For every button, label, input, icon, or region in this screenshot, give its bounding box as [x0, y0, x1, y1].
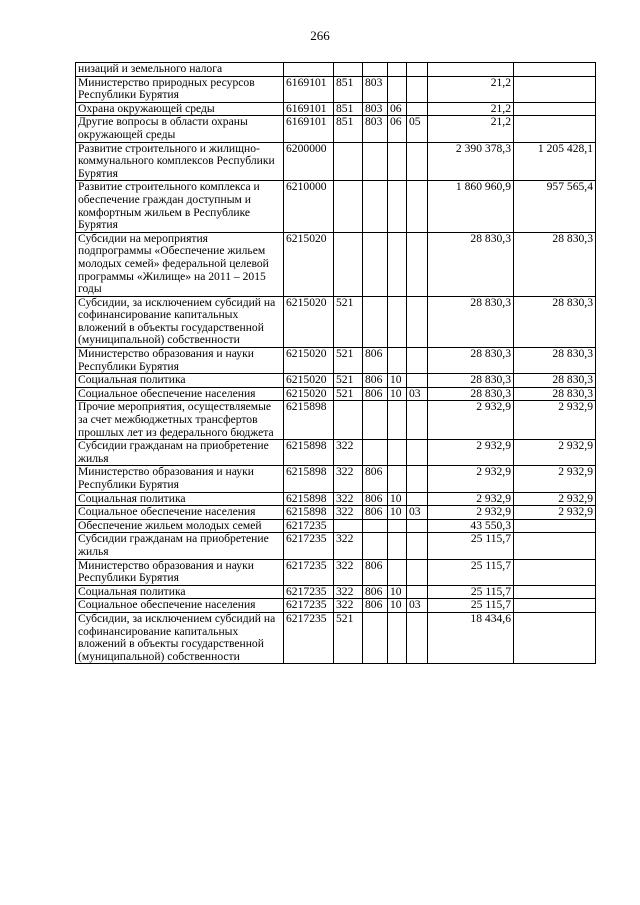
cell-name: Социальное обеспечение населения [76, 599, 284, 613]
cell-subsection [407, 612, 428, 663]
table-row [76, 612, 596, 663]
table-row [76, 466, 596, 492]
cell-subsection: 03 [407, 599, 428, 613]
cell-department: 806 [363, 348, 388, 374]
cell-subsection [407, 585, 428, 599]
cell-section [388, 559, 407, 585]
cell-department [363, 440, 388, 466]
cell-amount-2: 28 830,3 [514, 387, 596, 401]
cell-subsection [407, 440, 428, 466]
cell-amount-2 [514, 102, 596, 116]
cell-amount-1: 2 932,9 [428, 440, 514, 466]
table-row [76, 401, 596, 440]
cell-amount-2: 2 932,9 [514, 506, 596, 520]
table-row [76, 506, 596, 520]
cell-amount-2: 2 932,9 [514, 440, 596, 466]
cell-section [388, 533, 407, 559]
table-row [76, 76, 596, 102]
cell-expense-type [334, 232, 363, 296]
table-row [76, 374, 596, 388]
table-row [76, 599, 596, 613]
cell-section [388, 76, 407, 102]
cell-target-article: 6217235 [284, 533, 334, 559]
cell-target-article: 6200000 [284, 142, 334, 181]
cell-section [388, 142, 407, 181]
cell-section [388, 296, 407, 347]
cell-amount-2 [514, 559, 596, 585]
cell-target-article: 6215898 [284, 401, 334, 440]
cell-target-article: 6210000 [284, 181, 334, 232]
table-row [76, 492, 596, 506]
cell-expense-type: 521 [334, 387, 363, 401]
table-row [76, 232, 596, 296]
cell-amount-2 [514, 76, 596, 102]
cell-amount-2: 28 830,3 [514, 374, 596, 388]
cell-target-article: 6217235 [284, 559, 334, 585]
cell-name: Субсидии, за исключением субсидий на софинансирование капитальных вложений в объекты государственной (муниципальной) собственности [76, 296, 284, 347]
cell-section: 10 [388, 374, 407, 388]
cell-subsection [407, 63, 428, 77]
cell-department [363, 142, 388, 181]
cell-target-article: 6169101 [284, 102, 334, 116]
table-body [76, 63, 596, 664]
cell-subsection [407, 519, 428, 533]
cell-amount-2: 28 830,3 [514, 348, 596, 374]
cell-subsection [407, 142, 428, 181]
cell-expense-type: 322 [334, 559, 363, 585]
cell-target-article: 6169101 [284, 116, 334, 142]
cell-amount-1: 2 932,9 [428, 506, 514, 520]
cell-name: Министерство образования и науки Республики Бурятия [76, 466, 284, 492]
cell-amount-2: 2 932,9 [514, 492, 596, 506]
table-row [76, 585, 596, 599]
cell-department [363, 232, 388, 296]
cell-amount-1: 21,2 [428, 116, 514, 142]
cell-target-article: 6217235 [284, 519, 334, 533]
cell-section: 10 [388, 387, 407, 401]
cell-target-article: 6169101 [284, 76, 334, 102]
cell-department [363, 533, 388, 559]
cell-name: Социальная политика [76, 492, 284, 506]
cell-section [388, 232, 407, 296]
cell-target-article: 6215898 [284, 506, 334, 520]
cell-department: 803 [363, 116, 388, 142]
cell-target-article: 6215020 [284, 348, 334, 374]
cell-name: Социальное обеспечение населения [76, 506, 284, 520]
cell-amount-1: 18 434,6 [428, 612, 514, 663]
cell-amount-1: 2 932,9 [428, 401, 514, 440]
cell-target-article: 6217235 [284, 612, 334, 663]
cell-department: 803 [363, 102, 388, 116]
cell-subsection [407, 102, 428, 116]
cell-name: Министерство образования и науки Республики Бурятия [76, 348, 284, 374]
cell-expense-type: 851 [334, 116, 363, 142]
cell-target-article: 6215020 [284, 296, 334, 347]
table-row [76, 559, 596, 585]
cell-expense-type [334, 519, 363, 533]
table-row [76, 63, 596, 77]
cell-name: Социальное обеспечение населения [76, 387, 284, 401]
cell-name: Субсидии гражданам на приобретение жилья [76, 533, 284, 559]
cell-name: Субсидии гражданам на приобретение жилья [76, 440, 284, 466]
cell-expense-type: 322 [334, 585, 363, 599]
cell-amount-1: 28 830,3 [428, 387, 514, 401]
cell-amount-1: 21,2 [428, 76, 514, 102]
cell-expense-type: 322 [334, 466, 363, 492]
cell-name: Обеспечение жильем молодых семей [76, 519, 284, 533]
budget-table [75, 62, 596, 664]
cell-section: 10 [388, 492, 407, 506]
cell-subsection: 05 [407, 116, 428, 142]
cell-department: 806 [363, 492, 388, 506]
cell-amount-2 [514, 116, 596, 142]
cell-section [388, 348, 407, 374]
cell-amount-2 [514, 612, 596, 663]
cell-section: 10 [388, 599, 407, 613]
cell-department: 806 [363, 466, 388, 492]
cell-target-article: 6217235 [284, 599, 334, 613]
cell-name: Охрана окружающей среды [76, 102, 284, 116]
cell-subsection [407, 533, 428, 559]
cell-amount-2 [514, 599, 596, 613]
cell-amount-1: 2 390 378,3 [428, 142, 514, 181]
cell-subsection [407, 76, 428, 102]
cell-department: 806 [363, 506, 388, 520]
cell-amount-2 [514, 585, 596, 599]
cell-amount-2 [514, 519, 596, 533]
cell-expense-type [334, 401, 363, 440]
cell-section [388, 63, 407, 77]
cell-amount-2: 28 830,3 [514, 232, 596, 296]
cell-section: 06 [388, 102, 407, 116]
cell-amount-1: 1 860 960,9 [428, 181, 514, 232]
cell-subsection [407, 232, 428, 296]
cell-name: Прочие мероприятия, осуществляемые за счет межбюджетных трансфертов прошлых лет из федерального бюджета [76, 401, 284, 440]
table-row [76, 440, 596, 466]
cell-amount-1: 25 115,7 [428, 559, 514, 585]
cell-expense-type: 851 [334, 102, 363, 116]
cell-target-article [284, 63, 334, 77]
cell-expense-type: 322 [334, 506, 363, 520]
cell-department: 806 [363, 599, 388, 613]
table-row [76, 348, 596, 374]
cell-subsection [407, 401, 428, 440]
table-row [76, 181, 596, 232]
cell-department: 806 [363, 387, 388, 401]
cell-target-article: 6215898 [284, 492, 334, 506]
cell-section [388, 519, 407, 533]
cell-section [388, 181, 407, 232]
cell-section [388, 466, 407, 492]
cell-name: Министерство природных ресурсов Республики Бурятия [76, 76, 284, 102]
cell-name: Социальная политика [76, 374, 284, 388]
cell-target-article: 6215020 [284, 232, 334, 296]
cell-department: 803 [363, 76, 388, 102]
cell-name: низаций и земельного налога [76, 63, 284, 77]
cell-amount-1: 28 830,3 [428, 348, 514, 374]
cell-amount-2: 957 565,4 [514, 181, 596, 232]
cell-amount-2 [514, 63, 596, 77]
cell-section: 10 [388, 506, 407, 520]
cell-amount-1: 25 115,7 [428, 585, 514, 599]
cell-department: 806 [363, 585, 388, 599]
cell-subsection: 03 [407, 387, 428, 401]
table-row [76, 533, 596, 559]
cell-amount-1: 28 830,3 [428, 232, 514, 296]
cell-amount-2: 1 205 428,1 [514, 142, 596, 181]
cell-expense-type: 521 [334, 612, 363, 663]
cell-section: 10 [388, 585, 407, 599]
cell-target-article: 6215020 [284, 387, 334, 401]
cell-expense-type: 322 [334, 440, 363, 466]
cell-subsection [407, 374, 428, 388]
cell-department [363, 519, 388, 533]
cell-target-article: 6215898 [284, 440, 334, 466]
cell-name: Министерство образования и науки Республики Бурятия [76, 559, 284, 585]
cell-amount-2: 28 830,3 [514, 296, 596, 347]
cell-amount-1: 21,2 [428, 102, 514, 116]
cell-department [363, 296, 388, 347]
table-row [76, 296, 596, 347]
cell-department [363, 612, 388, 663]
cell-subsection [407, 492, 428, 506]
cell-amount-2 [514, 533, 596, 559]
cell-amount-1: 28 830,3 [428, 296, 514, 347]
cell-amount-2: 2 932,9 [514, 401, 596, 440]
cell-target-article: 6215020 [284, 374, 334, 388]
cell-amount-1 [428, 63, 514, 77]
cell-amount-1: 2 932,9 [428, 466, 514, 492]
cell-name: Социальная политика [76, 585, 284, 599]
cell-name: Развитие строительного и жилищно-коммунального комплексов Республики Бурятия [76, 142, 284, 181]
cell-expense-type [334, 142, 363, 181]
cell-name: Субсидии, за исключением субсидий на софинансирование капитальных вложений в объекты государственной (муниципальной) собственности [76, 612, 284, 663]
cell-department [363, 63, 388, 77]
cell-name: Субсидии на мероприятия подпрограммы «Обеспечение жильем молодых семей» федеральной целевой программы «Жилище» на 2011 – 2015 годы [76, 232, 284, 296]
cell-expense-type: 322 [334, 533, 363, 559]
cell-target-article: 6215898 [284, 466, 334, 492]
cell-expense-type: 521 [334, 348, 363, 374]
cell-expense-type: 322 [334, 492, 363, 506]
cell-amount-1: 2 932,9 [428, 492, 514, 506]
cell-name: Другие вопросы в области охраны окружающей среды [76, 116, 284, 142]
cell-section [388, 440, 407, 466]
cell-subsection [407, 296, 428, 347]
table-row [76, 387, 596, 401]
cell-section [388, 401, 407, 440]
cell-expense-type: 521 [334, 374, 363, 388]
cell-subsection [407, 466, 428, 492]
cell-amount-1: 25 115,7 [428, 533, 514, 559]
table-row [76, 116, 596, 142]
cell-department: 806 [363, 374, 388, 388]
table-row [76, 519, 596, 533]
cell-subsection [407, 559, 428, 585]
cell-subsection [407, 181, 428, 232]
cell-department: 806 [363, 559, 388, 585]
cell-target-article: 6217235 [284, 585, 334, 599]
cell-amount-1: 28 830,3 [428, 374, 514, 388]
cell-expense-type: 322 [334, 599, 363, 613]
cell-name: Развитие строительного комплекса и обеспечение граждан доступным и комфортным жильем в Республике Бурятия [76, 181, 284, 232]
cell-department [363, 181, 388, 232]
cell-expense-type: 521 [334, 296, 363, 347]
table-row [76, 102, 596, 116]
cell-section [388, 612, 407, 663]
cell-amount-1: 43 550,3 [428, 519, 514, 533]
cell-amount-1: 25 115,7 [428, 599, 514, 613]
cell-expense-type [334, 63, 363, 77]
cell-subsection: 03 [407, 506, 428, 520]
cell-expense-type [334, 181, 363, 232]
cell-department [363, 401, 388, 440]
table-row [76, 142, 596, 181]
page-number: 266 [310, 28, 330, 43]
cell-subsection [407, 348, 428, 374]
cell-expense-type: 851 [334, 76, 363, 102]
cell-amount-2: 2 932,9 [514, 466, 596, 492]
cell-section: 06 [388, 116, 407, 142]
